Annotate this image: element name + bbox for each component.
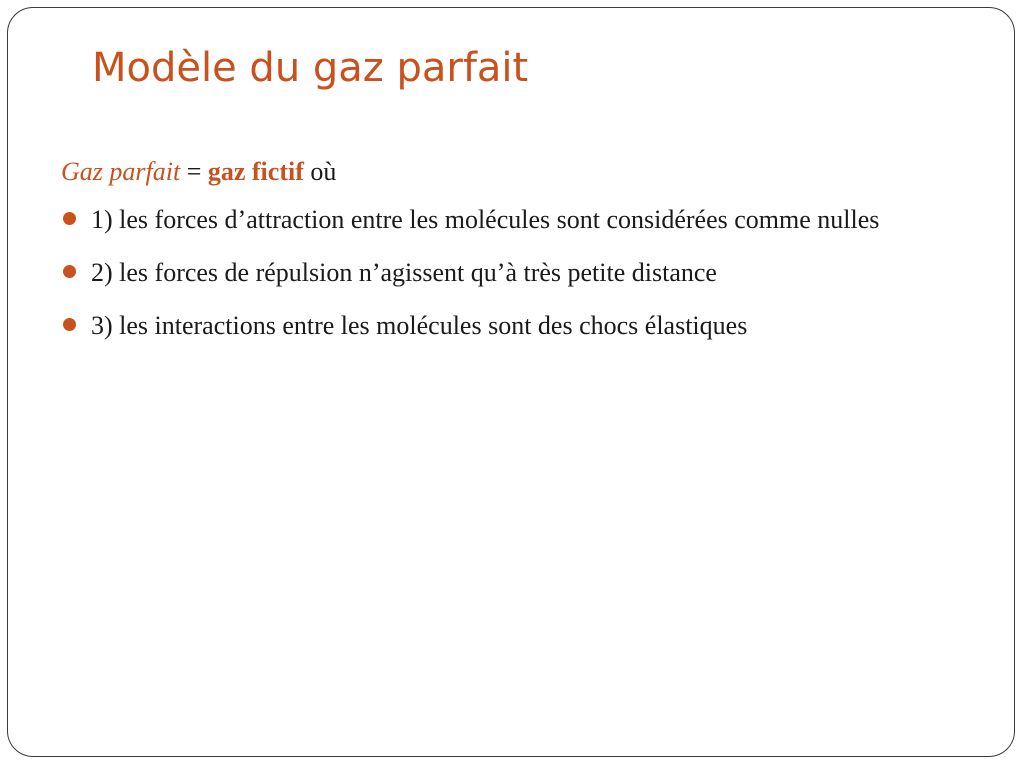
bullet-item <box>61 198 961 242</box>
equals-sign: = <box>186 157 202 186</box>
bullet-text: 2) les forces de répulsion n’agissent qu’à très petite distance <box>91 258 717 287</box>
definition-line <box>61 150 961 194</box>
bullet-dot-icon <box>63 265 76 278</box>
slide-frame <box>7 7 1015 757</box>
bullet-dot-icon <box>63 212 76 225</box>
term-gaz-parfait: Gaz parfait <box>61 157 181 186</box>
bullet-item <box>61 251 961 295</box>
bullet-text: 1) les forces d’attraction entre les molécules sont considérées comme nulles <box>91 205 880 234</box>
word-ou: où <box>310 157 337 186</box>
bullet-list <box>61 198 961 348</box>
bullet-dot-icon <box>63 318 76 331</box>
slide-title: Modèle du gaz parfait <box>92 45 529 91</box>
bullet-item <box>61 304 961 348</box>
slide-content <box>61 150 961 357</box>
bullet-text: 3) les interactions entre les molécules sont des chocs élastiques <box>91 311 748 340</box>
term-gaz-fictif: gaz fictif <box>207 157 304 186</box>
